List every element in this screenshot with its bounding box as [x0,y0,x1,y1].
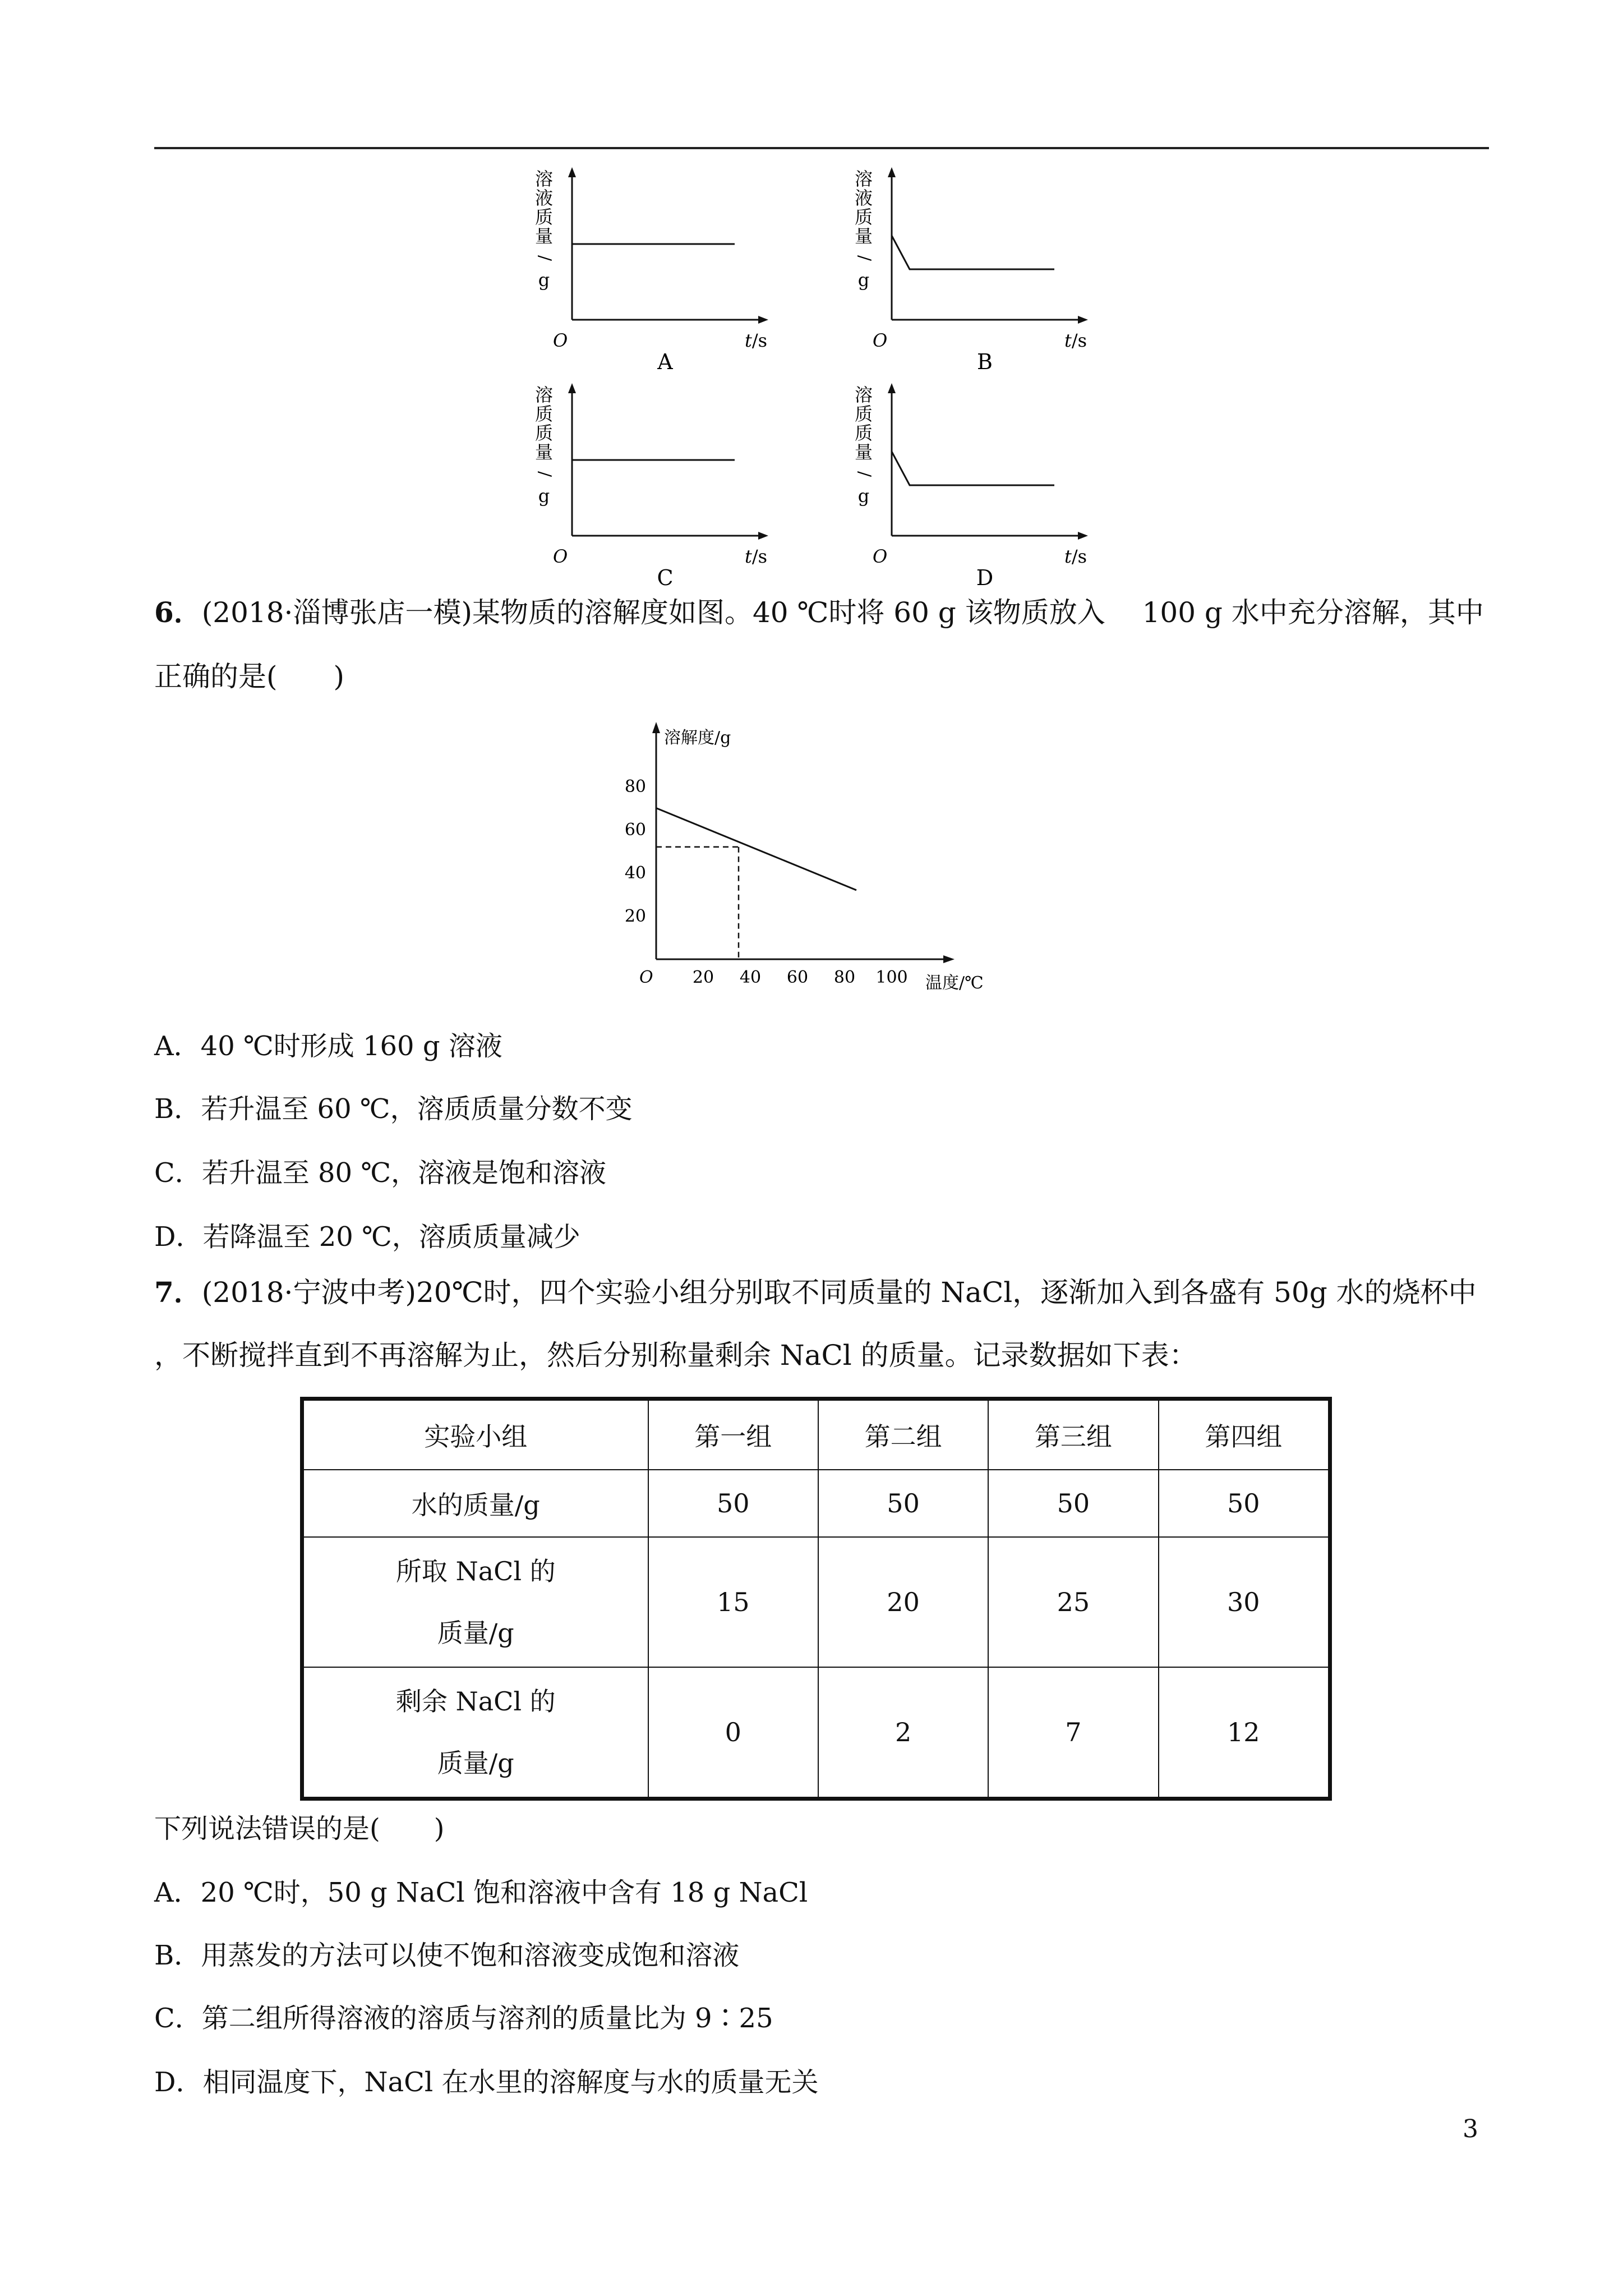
y-label-char: 量 [534,226,554,247]
y-label-char: 溶 [534,168,554,190]
x-axis-var: t [1064,330,1072,351]
table-row [302,1667,1330,1799]
y-label-char: 质 [854,206,873,228]
x-axis-arrow [1078,316,1088,324]
q7-option-a: A．20 ℃时，50 g NaCl 饱和溶液中含有 18 g NaCl [154,1877,808,1908]
x-axis-label [745,330,767,351]
table-cell: 50 [1159,1470,1330,1537]
y-label-unit: g [857,485,870,507]
question-source: (2018·宁波中考) [201,1276,416,1309]
table-cell: 50 [988,1470,1158,1537]
y-label-char: 质 [854,403,873,425]
q7-option-c: C．第二组所得溶液的溶质与溶剂的质量比为 9∶25 [154,2003,773,2034]
x-axis-arrow [1078,532,1088,540]
x-axis-label: 温度/℃ [925,973,984,993]
q6-option-a: A．40 ℃时形成 160 g 溶液 [154,1030,502,1062]
table-row [302,1537,1330,1667]
table-header-cell: 第三组 [988,1399,1158,1470]
x-axis-label [1064,330,1087,351]
y-axis-arrow [888,383,896,393]
stem-line-1: 某物质的溶解度如图。40 ℃时将 60 g 该物质放入 100 g 水中充分溶解，其中 [472,596,1484,629]
y-label-char: 质 [534,403,554,425]
y-label-slash: / [855,255,874,261]
q7-option-b: B．用蒸发的方法可以使不饱和溶液变成饱和溶液 [154,1940,740,1971]
panel-letter: A [657,349,673,374]
y-label-char: 溶 [534,384,554,406]
table-header-cell: 第一组 [648,1399,818,1470]
stem-line-2: 正确的是( ) [154,660,345,693]
question-7-stem [154,1273,1495,1374]
mass-curve [892,236,1054,269]
table-row [302,1470,1330,1537]
y-axis-label: 溶解度/g [664,728,731,748]
stem-line-2: ，不断搅拌直到不再溶解为止，然后分别称量剩余 NaCl 的质量。记录数据如下表： [154,1339,1197,1372]
y-axis-arrow [652,722,660,733]
y-axis-arrow [888,167,896,177]
label-line-2: 质量/g [437,1618,514,1648]
y-label-char: 溶 [854,384,873,406]
table-cell: 50 [818,1470,988,1537]
x-axis-label [745,546,767,567]
q7-option-d: D．相同温度下，NaCl 在水里的溶解度与水的质量无关 [154,2067,819,2098]
x-tick-label: 40 [739,968,762,987]
panel-letter: D [976,565,994,590]
table-header-cell: 实验小组 [302,1399,648,1470]
label-line-1: 所取 NaCl 的 [395,1556,556,1586]
question-6-stem [154,593,1495,696]
table-cell: 30 [1159,1537,1330,1667]
x-axis-unit: /s [751,546,768,567]
origin-label: O [873,546,888,567]
table-cell: 2 [818,1667,988,1799]
data-table [300,1397,1332,1801]
table-header-cell: 第二组 [818,1399,988,1470]
y-label-char: 液 [854,187,873,209]
x-axis-var: t [1064,546,1072,567]
x-axis-unit: /s [751,330,768,351]
mini-graph-svg [841,379,1223,590]
x-axis-arrow [943,955,955,963]
x-axis-var: t [745,546,752,567]
solubility-chart [589,721,1038,1013]
y-label-slash: / [535,255,555,261]
y-tick-label: 60 [624,820,646,840]
table-row-label [302,1667,648,1799]
y-label-slash: / [855,471,874,477]
x-axis-unit: /s [1071,546,1087,567]
stem-line-1: 20℃时，四个实验小组分别取不同质量的 NaCl，逐渐加入到各盛有 50g 水的烧杯中 [416,1276,1477,1309]
table-header-row [302,1399,1330,1470]
y-label-slash: / [535,471,555,477]
table-header-cell: 第四组 [1159,1399,1330,1470]
y-tick-label: 20 [624,907,646,926]
q6-option-c: C．若升温至 80 ℃，溶液是饱和溶液 [154,1157,607,1189]
q6-option-b: B．若升温至 60 ℃，溶质质量分数不变 [154,1093,633,1125]
y-label-char: 质 [534,206,554,228]
y-label-char: 量 [854,441,873,463]
y-label-char: 量 [534,441,554,463]
table-cell: 20 [818,1537,988,1667]
x-axis-var: t [745,330,752,351]
x-axis-arrow [758,532,768,540]
graph-option-d [841,379,1223,590]
question-source: (2018·淄博张店一模) [201,596,472,629]
x-tick-label: 60 [786,968,809,987]
mini-graph-svg [841,163,1223,374]
x-tick-label: 100 [875,968,908,987]
x-axis-label [1064,546,1087,567]
origin-label: O [553,546,568,567]
y-axis-arrow [568,383,576,393]
table-cell: 25 [988,1537,1158,1667]
table-cell: 50 [648,1470,818,1537]
y-label-unit: g [538,269,550,291]
graph-option-b [841,163,1223,374]
q7-question: 下列说法错误的是( ) [154,1813,445,1844]
x-axis-unit: /s [1071,330,1087,351]
label-line-2: 质量/g [437,1748,514,1778]
y-label-unit: g [538,485,550,507]
header-rule [154,147,1489,149]
panel-letter: B [977,349,993,374]
y-label-char: 质 [854,422,873,444]
page-number: 3 [1463,2115,1478,2143]
table-cell: 12 [1159,1667,1330,1799]
origin-label: O [873,330,888,351]
table-cell: 7 [988,1667,1158,1799]
y-label-unit: g [857,269,870,291]
origin-label: O [639,968,653,987]
y-axis-arrow [568,167,576,177]
y-label-char: 质 [534,422,554,444]
origin-label: O [553,330,568,351]
y-label-char: 溶 [854,168,873,190]
y-label-char: 液 [534,187,554,209]
panel-letter: C [657,565,674,590]
table-row-label [302,1537,648,1667]
x-tick-label: 20 [692,968,714,987]
table-row-label: 水的质量/g [302,1470,648,1537]
label-line-1: 剩余 NaCl 的 [395,1686,556,1717]
q6-option-d: D．若降温至 20 ℃，溶质质量减少 [154,1221,580,1253]
table-cell: 15 [648,1537,818,1667]
mass-curve [892,452,1054,485]
solubility-chart-svg [589,721,1038,1013]
question-number: 7． [154,1276,202,1309]
x-tick-label: 80 [833,968,856,987]
solubility-curve [656,808,856,890]
question-number: 6． [154,596,202,629]
y-label-char: 量 [854,226,873,247]
y-tick-label: 80 [624,777,646,797]
table-cell: 0 [648,1667,818,1799]
x-axis-arrow [758,316,768,324]
y-tick-label: 40 [624,863,646,883]
